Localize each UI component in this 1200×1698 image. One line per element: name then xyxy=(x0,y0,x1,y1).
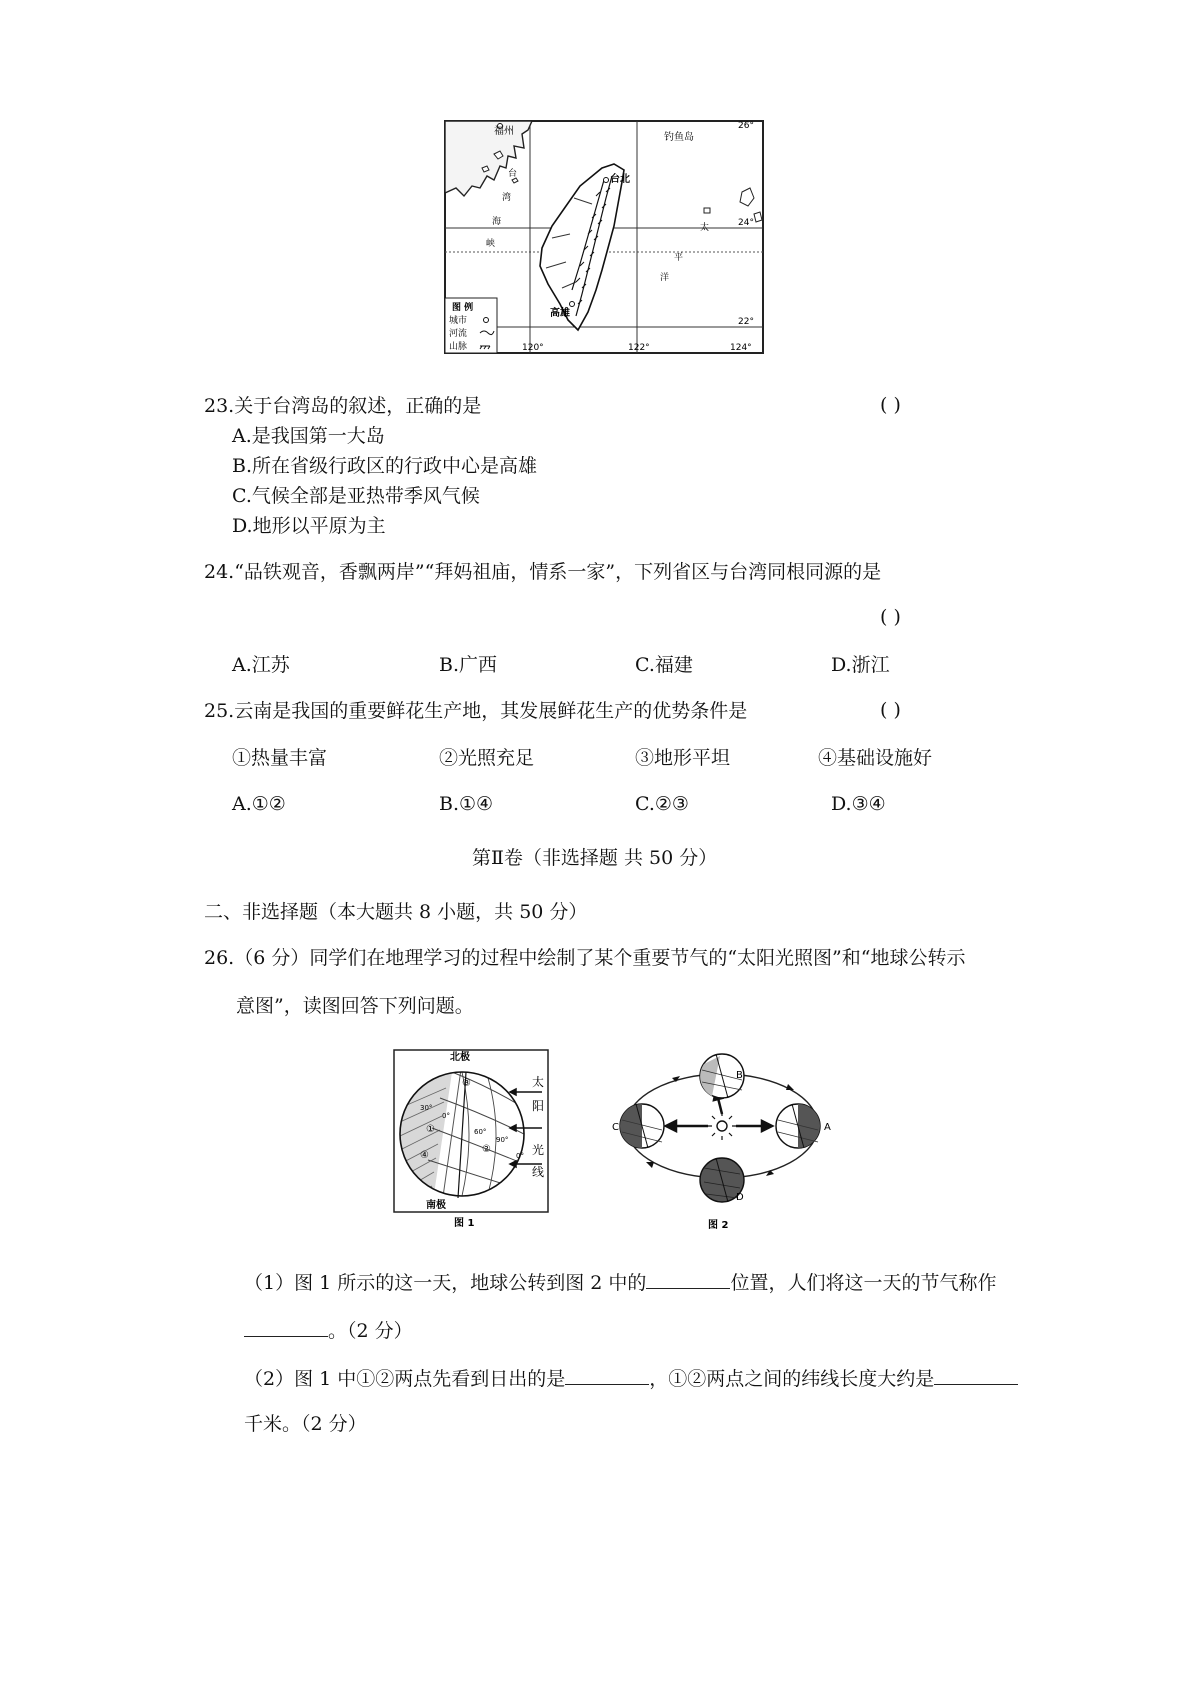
legend-river: 河流 xyxy=(449,329,468,339)
label-lon-120: 120° xyxy=(522,343,544,353)
fig1-sun-2: 阳 xyxy=(532,1099,545,1113)
answer-blank-1[interactable] xyxy=(646,1270,730,1289)
q25-option-b: B.①④ xyxy=(439,793,494,815)
fig1-deg-90: 90° xyxy=(496,1136,509,1144)
label-diaoyu: 钓鱼岛 xyxy=(664,132,694,143)
legend-title: 图 例 xyxy=(452,303,474,313)
section-heading: 二、非选择题（本大题共 8 小题，共 50 分） xyxy=(204,901,588,923)
city-gaoxiong-marker xyxy=(570,302,575,307)
q25-condition-2: ②光照充足 xyxy=(439,747,535,769)
fig1-sun-1: 太 xyxy=(532,1075,545,1089)
fig1-point-1: ① xyxy=(426,1124,435,1135)
q24-option-a: A.江苏 xyxy=(232,654,290,676)
q26-sub1-part-c: 。（2 分） xyxy=(328,1320,413,1342)
earth-a xyxy=(776,1104,820,1148)
label-lat-26: 26° xyxy=(738,121,754,131)
label-fuzhou: 福州 xyxy=(494,126,514,137)
label-strait-3: 海 xyxy=(492,217,502,227)
fig1-point-2: ② xyxy=(482,1144,491,1155)
figure-1-sunlight xyxy=(392,1048,556,1230)
answer-blank-4[interactable] xyxy=(934,1366,1018,1385)
fig2-label-d: D xyxy=(736,1192,744,1203)
fig2-label-c: C xyxy=(612,1122,619,1133)
q25-answer-paren: ( ) xyxy=(880,699,901,721)
q23-answer-paren: ( ) xyxy=(880,394,901,416)
legend-city: 城市 xyxy=(449,316,468,326)
label-lon-124: 124° xyxy=(730,343,752,353)
label-strait-1: 台 xyxy=(508,169,518,179)
city-taibei-marker xyxy=(604,178,609,183)
label-ocean-3: 洋 xyxy=(660,273,670,283)
earth-c xyxy=(620,1104,664,1148)
fig2-label-b: B xyxy=(736,1070,743,1081)
label-strait-2: 湾 xyxy=(502,193,512,203)
q25-option-d: D.③④ xyxy=(831,793,886,815)
q26-sub1-line1 xyxy=(244,1270,996,1295)
q25-condition-1: ①热量丰富 xyxy=(232,747,328,769)
q24-stem: 24.“品铁观音，香飘两岸”“拜妈祖庙，情系一家”，下列省区与台湾同根同源的是 xyxy=(204,561,882,583)
q24-option-b: B.广西 xyxy=(439,654,498,676)
label-strait-4: 峡 xyxy=(486,239,496,249)
fig1-deg-60: 60° xyxy=(474,1128,487,1136)
q26-sub1-part-b: 位置，人们将这一天的节气称作 xyxy=(730,1272,997,1294)
q26-sub2-line1 xyxy=(244,1366,1018,1391)
label-gaoxiong: 高雄 xyxy=(550,308,570,319)
fig1-sun-4: 线 xyxy=(532,1165,545,1179)
q23-option-d: D.地形以平原为主 xyxy=(232,515,386,537)
q26-sub2-part-a: （2）图 1 中①②两点先看到日出的是 xyxy=(244,1368,566,1390)
fig2-caption: 图 2 xyxy=(708,1220,729,1231)
fig2-label-a: A xyxy=(824,1122,831,1133)
fig1-point-3: ③ xyxy=(462,1078,471,1089)
label-ocean-2: 平 xyxy=(674,253,684,263)
map-legend xyxy=(445,298,497,353)
fig1-deg-0: 0° xyxy=(442,1112,450,1120)
fig1-deg-30: 30° xyxy=(420,1104,433,1112)
q26-sub1-part-a: （1）图 1 所示的这一天，地球公转到图 2 中的 xyxy=(244,1272,647,1294)
figure-2-revolution xyxy=(612,1050,850,1232)
q24-option-d: D.浙江 xyxy=(831,654,890,676)
q25-option-a: A.①② xyxy=(232,793,286,815)
q25-condition-4: ④基础设施好 xyxy=(818,747,933,769)
q23-option-a: A.是我国第一大岛 xyxy=(232,425,385,447)
fig1-caption: 图 1 xyxy=(454,1218,475,1229)
label-lon-122: 122° xyxy=(628,343,650,353)
label-lat-24: 24° xyxy=(738,218,754,228)
label-lat-22: 22° xyxy=(738,317,754,327)
q25-stem: 25.云南是我国的重要鲜花生产地，其发展鲜花生产的优势条件是 xyxy=(204,700,748,722)
q26-sub2-part-c: 千米。（2 分） xyxy=(244,1413,367,1435)
q24-answer-paren: ( ) xyxy=(880,606,901,628)
answer-blank-2[interactable] xyxy=(244,1318,328,1337)
q26-stem-line2: 意图”，读图回答下列问题。 xyxy=(236,995,474,1017)
section-title: 第Ⅱ卷（非选择题 共 50 分） xyxy=(472,847,718,869)
q25-condition-3: ③地形平坦 xyxy=(635,747,731,769)
q23-option-b: B.所在省级行政区的行政中心是高雄 xyxy=(232,455,538,477)
fig1-deg-0b: 0° xyxy=(516,1152,524,1160)
label-taibei: 台北 xyxy=(610,174,630,185)
sun-icon xyxy=(708,1112,736,1140)
q26-sub2-part-b: ，①②两点之间的纬线长度大约是 xyxy=(649,1368,935,1390)
taiwan-map xyxy=(442,118,772,360)
q24-option-c: C.福建 xyxy=(635,654,693,676)
small-island xyxy=(704,208,710,213)
q25-option-c: C.②③ xyxy=(635,793,689,815)
legend-mountain: 山脉 xyxy=(449,342,468,352)
fig1-south-pole: 南极 xyxy=(426,1200,446,1211)
q23-option-c: C.气候全部是亚热带季风气候 xyxy=(232,485,480,507)
fig1-point-4: ④ xyxy=(420,1150,429,1161)
q23-stem: 23.关于台湾岛的叙述，正确的是 xyxy=(204,395,482,417)
fig1-sun-3: 光 xyxy=(532,1143,545,1157)
fig1-north-pole: 北极 xyxy=(450,1052,470,1063)
answer-blank-3[interactable] xyxy=(565,1366,649,1385)
q26-stem-line1: 26.（6 分）同学们在地理学习的过程中绘制了某个重要节气的“太阳光照图”和“地球公转示 xyxy=(204,947,966,969)
label-ocean-1: 太 xyxy=(700,223,710,233)
q26-sub1-line2 xyxy=(244,1318,413,1343)
